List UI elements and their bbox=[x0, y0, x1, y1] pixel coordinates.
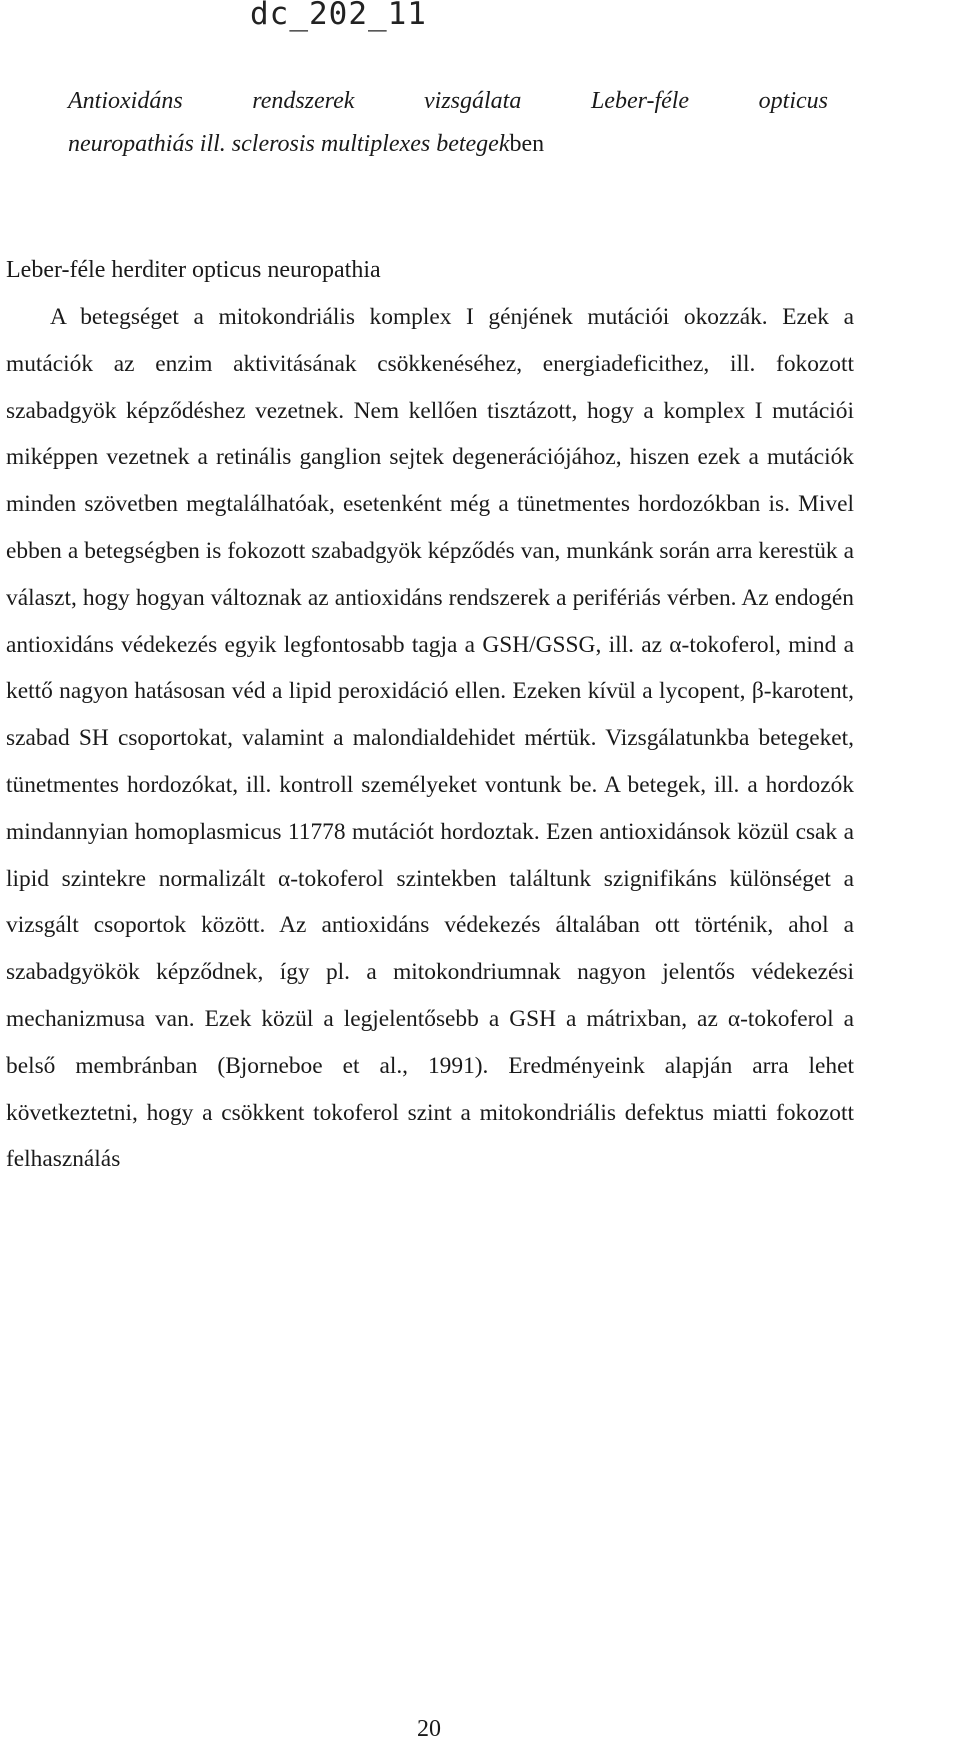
page-number: 20 bbox=[417, 1716, 441, 1742]
section-heading-line-2-italic: neuropathiás ill. sclerosis multiplexes betegek bbox=[68, 131, 510, 157]
document-header-id: dc_202_11 bbox=[250, 0, 427, 32]
section-heading-line-1: Antioxidáns rendszerek vizsgálata Leber-féle opticus bbox=[68, 88, 828, 114]
body-paragraph: A betegséget a mitokondriális komplex I génjének mutációi okozzák. Ezek a mutációk az enzim aktivitásának csökkenéséhez, energiadeficithez, ill. fokozott szabadgyök képződéshez vezetnek. Nem kellően tisztázott, hogy a komplex I mutációi miképpen vezetnek a retinális ganglion sejtek degenerációjához, hiszen ezek a mutációk minden szövetben megtalálhatóak, esetenként még a tünetmentes hordozókban is. Mivel ebben a betegségben is fokozott szabadgyök képződés van, munkánk során arra kerestük a választ, hogy hogyan változnak az antioxidáns rendszerek a perifériás vérben. Az endogén antioxidáns védekezés egyik legfontosabb tagja a GSH/GSSG, ill. az α-tokoferol, mind a kettő nagyon hatásosan véd a lipid peroxidáció ellen. Ezeken kívül a lycopent, β-karotent, szabad SH csoportokat, valamint a malondialdehidet mértük. Vizsgálatunkba betegeket, tünetmentes hordozókat, ill. kontroll személyeket vontunk be. A betegek, ill. a hordozók mindannyian homoplasmicus 11778 mutációt hordoztak. Ezen antioxidánsok közül csak a lipid szintekre normalizált α-tokoferol szintekben találtunk szignifikáns különséget a vizsgált csoportok között. Az antioxidáns védekezés általában ott történik, ahol a szabadgyökök képződnek, így pl. a mitokondriumnak nagyon jelentős védekezési mechanizmusa van. Ezek közül a legjelentősebb a GSH a mátrixban, az α-tokoferol a belső membránban (Bjorneboe et al., 1991). Eredményeink alapján arra lehet következtetni, hogy a csökkent tokoferol szint a mitokondriális defektus miatti fokozott felhasználás bbox=[6, 304, 854, 1173]
section-heading bbox=[68, 80, 828, 166]
section-heading-line-2-suffix: ben bbox=[509, 131, 545, 157]
section-heading-line-2 bbox=[68, 123, 828, 166]
subsection-heading: Leber-féle herditer opticus neuropathia bbox=[6, 257, 381, 283]
